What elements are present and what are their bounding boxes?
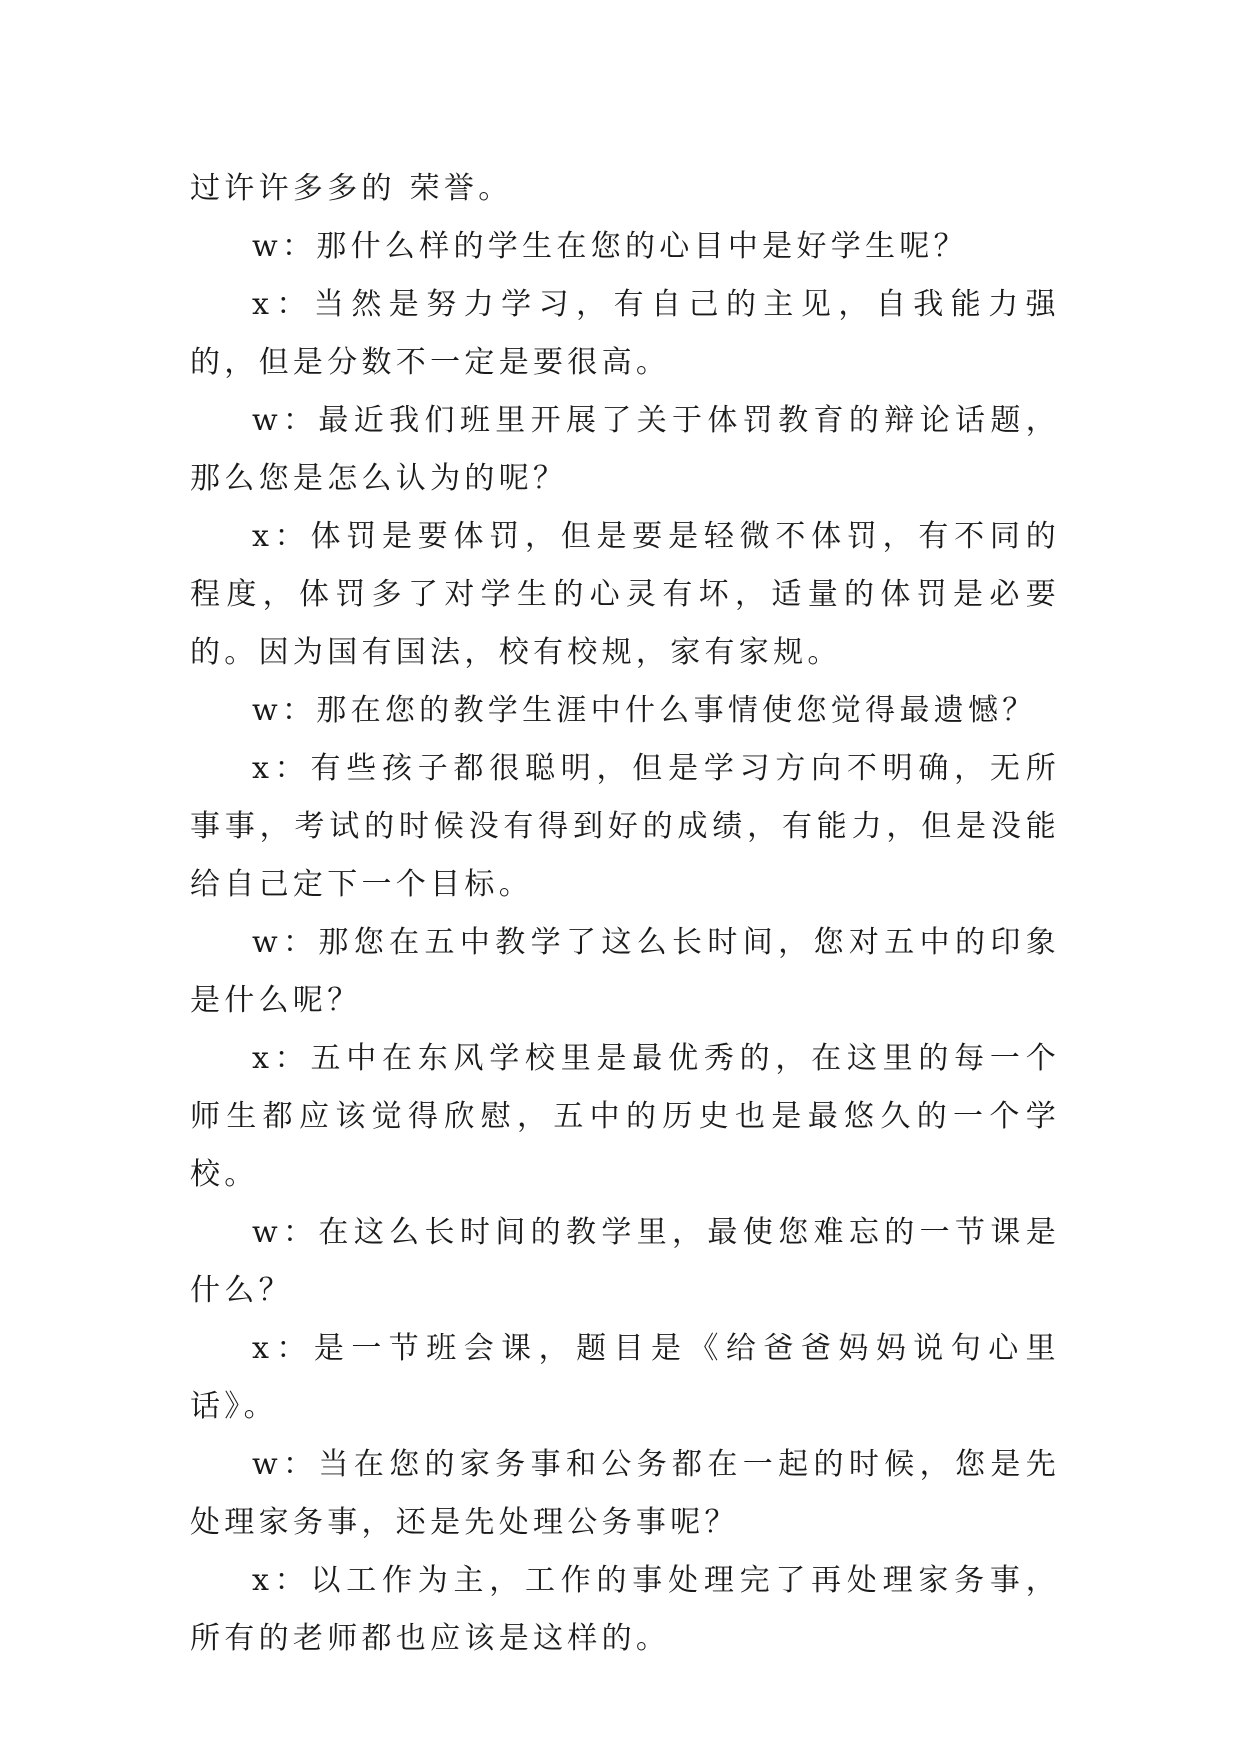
interview-question: w：当在您的家务事和公务都在一起的时候，您是先处理家务事，还是先处理公务事呢？ [190,1447,1060,1540]
interview-answer: x：五中在东风学校里是最优秀的，在这里的每一个师生都应该觉得欣慰，五中的历史也是最悠久的一个学校。 [190,1041,1060,1192]
interview-question: w：那在您的教学生涯中什么事情使您觉得最遗憾？ [252,693,1037,728]
interview-question: w：那您在五中教学了这么长时间，您对五中的印象是什么呢？ [190,925,1060,1018]
interview-question: w：那什么样的学生在您的心目中是好学生呢？ [252,229,968,264]
interview-answer: x：有些孩子都很聪明，但是学习方向不明确，无所事事，考试的时候没有得到好的成绩，有能力，但是没能给自己定下一个目标。 [190,751,1060,902]
document-body [190,160,1060,1668]
interview-question: w：最近我们班里开展了关于体罚教育的辩论话题，那么您是怎么认为的呢？ [190,403,1060,496]
interview-answer: x：体罚是要体罚，但是要是轻微不体罚，有不同的程度，体罚多了对学生的心灵有坏，适量的体罚是必要的。因为国有国法，校有校规，家有家规。 [190,519,1060,670]
interview-question: w：在这么长时间的教学里，最使您难忘的一节课是什么？ [190,1215,1060,1308]
interview-answer: x：以工作为主，工作的事处理完了再处理家务事，所有的老师都也应该是这样的。 [190,1563,1060,1656]
paragraph-continuation: 过许许多多的 荣誉。 [190,171,513,206]
interview-answer: x：是一节班会课，题目是《给爸爸妈妈说句心里话》。 [190,1331,1060,1424]
interview-answer: x：当然是努力学习，有自己的主见，自我能力强的，但是分数不一定是要很高。 [190,287,1060,380]
